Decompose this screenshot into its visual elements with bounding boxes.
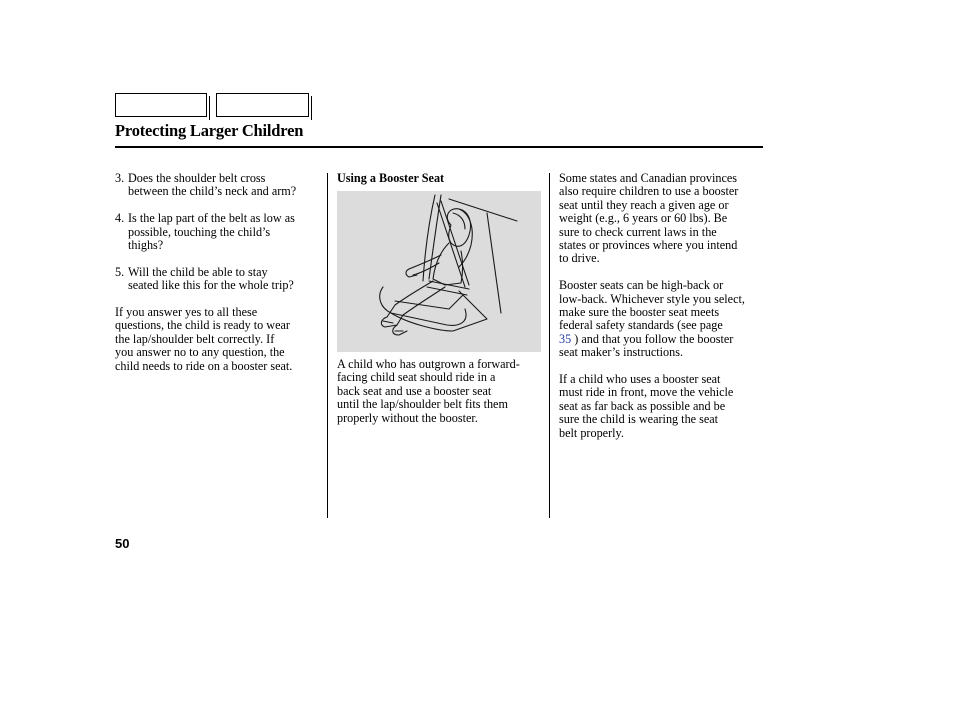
title-divider [115, 146, 763, 148]
booster-styles-text-end: ) and that you follow the booster seat maker’s instructions. [559, 331, 734, 360]
page-number: 50 [115, 536, 130, 551]
question-text: Does the shoulder belt cross between the child’s neck and arm? [128, 171, 297, 199]
right-column [559, 172, 764, 453]
nav-tab-next[interactable] [216, 93, 309, 117]
nav-tab-previous[interactable] [115, 93, 207, 117]
question-item [115, 212, 320, 252]
column-divider-1 [327, 173, 328, 518]
question-text: Will the child be able to stay seated like this for the whole trip? [128, 264, 294, 293]
booster-paragraph: A child who has outgrown a forward- facing child seat should ride in a back seat and use a booster seat until the lap/shoulder belt fits them properly without the booster. [337, 357, 520, 425]
question-item [115, 172, 320, 199]
state-laws-paragraph: Some states and Canadian provinces also require children to use a booster seat until they reach a given age or weight (e.g., 6 years or 60 lbs). Be sure to check current laws in the states or provinces where you intend to drive. [559, 171, 739, 266]
question-item [115, 266, 320, 293]
left-column [115, 172, 320, 386]
child-in-booster-seat-illustration [337, 191, 541, 352]
question-number: 4. [115, 211, 125, 226]
summary-paragraph: If you answer yes to all these questions, the child is ready to wear the lap/shoulder belt correctly. If you answer no to any question, the child needs to ride on a booster seat. [115, 305, 293, 373]
section-heading: Using a Booster Seat [337, 171, 445, 185]
front-seat-paragraph: If a child who uses a booster seat must ride in front, move the vehicle seat as far back as possible and be sure the child is wearing the seat belt properly. [559, 372, 734, 440]
middle-column-body [337, 358, 542, 438]
question-number: 5. [115, 264, 125, 279]
booster-seat-drawing [337, 191, 541, 352]
booster-styles-text: Booster seats can be high-back or low-back. Whichever style you select, make sure the booster seat meets federal safety standards (see page [559, 278, 745, 333]
page-reference-link[interactable]: 35 [559, 331, 572, 346]
booster-styles-paragraph [559, 279, 764, 359]
column-divider-2 [549, 173, 550, 518]
question-text: Is the lap part of the belt as low as possible, touching the child’s thighs? [128, 211, 295, 253]
question-number: 3. [115, 171, 125, 185]
page-title: Protecting Larger Children [115, 121, 304, 140]
